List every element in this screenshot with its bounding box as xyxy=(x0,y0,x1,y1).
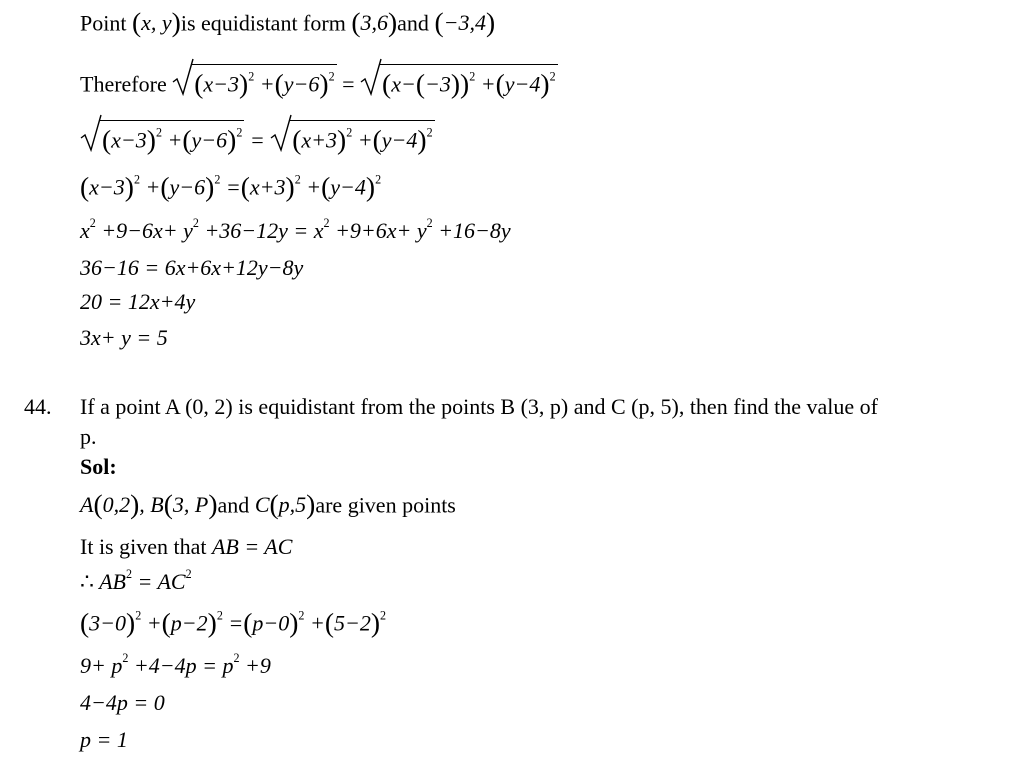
line-expanded: $x^2 +9-6x+ y^2 +36-12y = x^2 +9+6x+ y^2 +16-8y$ xyxy=(80,216,511,243)
line-result-p: p = 1 xyxy=(80,727,128,752)
question-text-line1: If a point A (0, 2) is equidistant from the points B (3, p) and C (p, 5), then find the value of xyxy=(80,394,878,419)
question-text-line2: p. xyxy=(80,424,97,449)
question-number: 44. xyxy=(24,394,52,419)
line-simplify-1: 36−16 = 6x+6x+12y−8y xyxy=(80,255,304,280)
sqrt-icon xyxy=(80,114,102,152)
line-result: 3x+ y = 5 xyxy=(80,325,168,350)
sol-label: Sol: xyxy=(80,454,117,479)
line-therefore-squared: ∴ $AB^2 = AC^2$ xyxy=(80,567,192,594)
line-expanded-p: $9+ p^2 +4-4p = p^2 +9$ xyxy=(80,651,271,678)
line-therefore-distance: Therefore $(x-3)^2 +(y-6)^2$ = $(x-(-3))^2 +(y-4)^2$ xyxy=(80,64,558,99)
line-distance-squared: $(3-0)^2 +(p-2)^2 =(p-0)^2 +(5-2)^2$ xyxy=(80,607,387,638)
sqrt-icon xyxy=(172,58,194,96)
line-sqrt-equation: $(x-3)^2 +(y-6)^2$ = $(x+3)^2 +(y-4)^2$ xyxy=(80,120,435,155)
line-it-is-given: It is given that AB = AC xyxy=(80,534,293,559)
sqrt-icon xyxy=(270,114,292,152)
sqrt-icon xyxy=(360,58,382,96)
line-given-points: A(0,2), B(3, P)and C(p,5)are given points xyxy=(80,489,456,520)
line-simplify-p: 4−4p = 0 xyxy=(80,690,165,715)
line-simplify-2: 20 = 12x+4y xyxy=(80,289,196,314)
line-squared-equation: $(x-3)^2 +(y-6)^2 =(x+3)^2 +(y-4)^2$ xyxy=(80,171,382,202)
line-point-equidistant: Point (x, y)is equidistant form (3,6)and (−3,4) xyxy=(80,7,496,38)
